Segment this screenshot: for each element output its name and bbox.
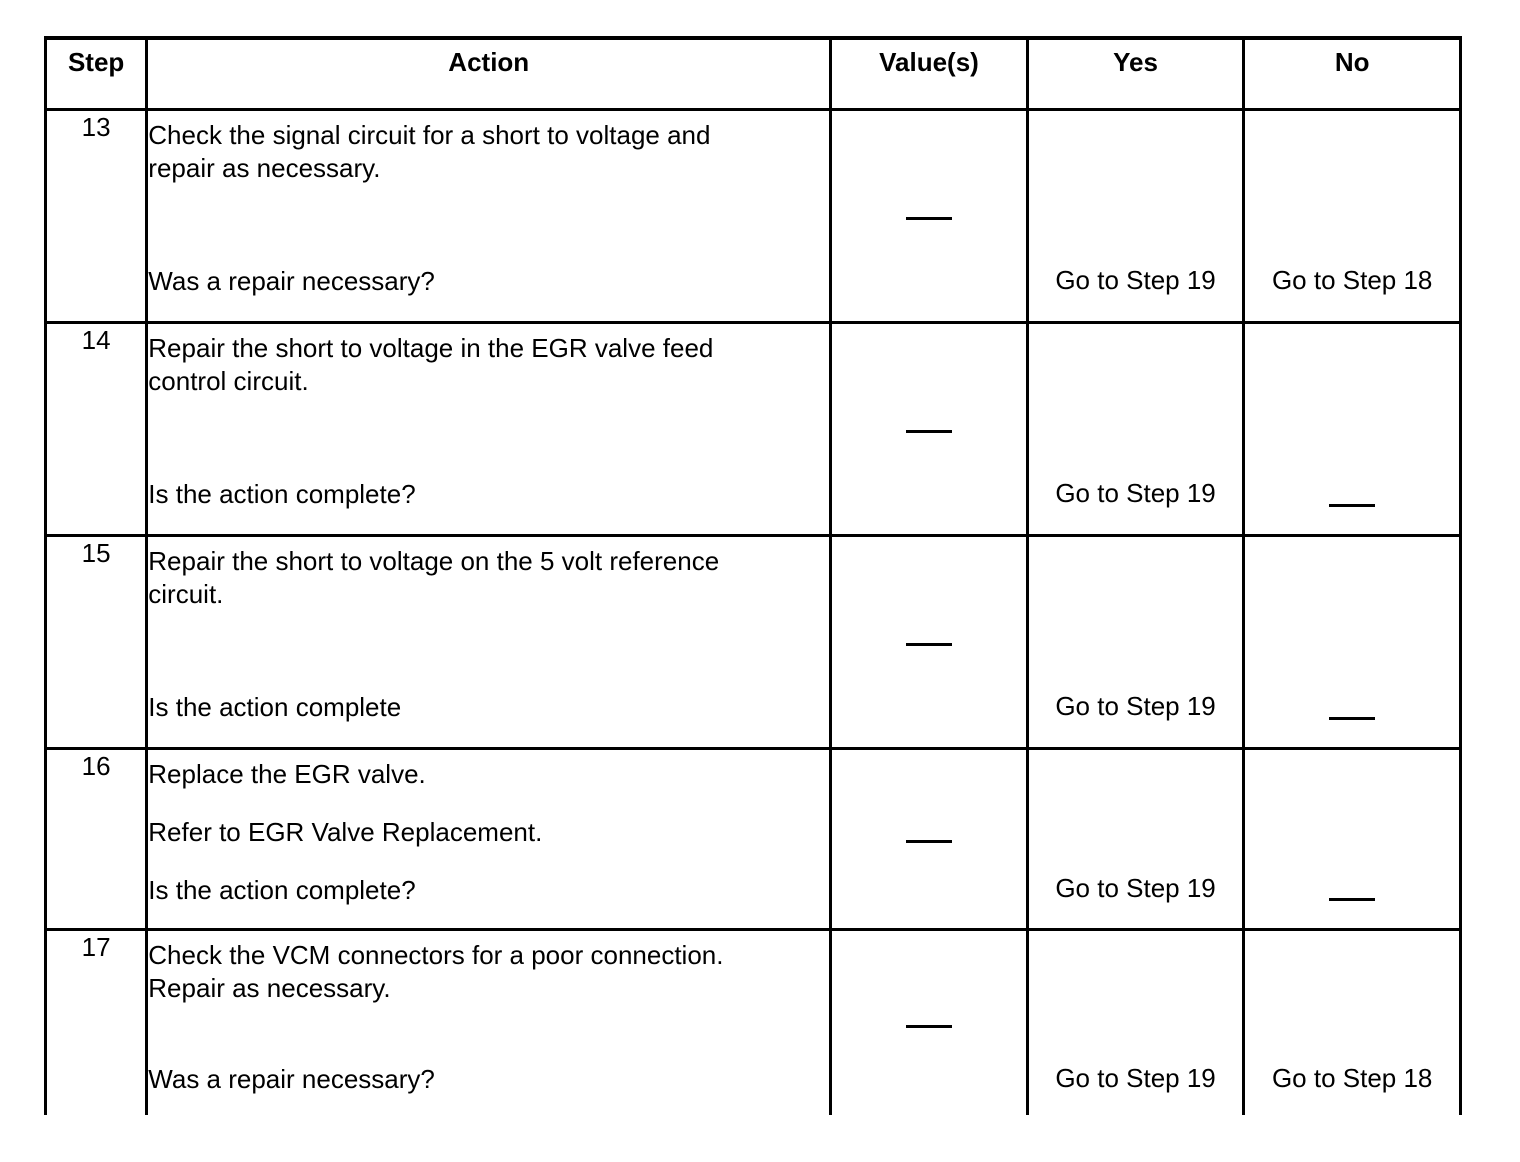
action-question: Was a repair necessary?	[148, 266, 435, 296]
header-step: Step	[46, 38, 147, 110]
value-cell	[831, 749, 1028, 930]
no-cell	[1244, 930, 1461, 1116]
action-line: control circuit.	[148, 366, 309, 397]
yes-goto: Go to Step 19	[1055, 1063, 1216, 1093]
step-number: 15	[46, 536, 147, 749]
value-cell	[831, 323, 1028, 536]
step-number: 17	[46, 930, 147, 1116]
no-goto: Go to Step 18	[1271, 265, 1433, 295]
action-cell	[147, 749, 831, 930]
action-question: Was a repair necessary?	[148, 1064, 435, 1094]
action-question: Is the action complete	[148, 692, 402, 722]
no-cell	[1244, 110, 1461, 323]
value-dash	[906, 1025, 952, 1028]
step-number: 13	[46, 110, 147, 323]
no-dash	[1329, 717, 1375, 720]
value-cell	[831, 536, 1028, 749]
action-question: Is the action complete?	[148, 479, 416, 509]
yes-goto: Go to Step 19	[1055, 478, 1216, 508]
action-cell	[147, 323, 831, 536]
table-header-row	[46, 38, 1461, 110]
action-cell	[147, 536, 831, 749]
action-line: Check the VCM connectors for a poor connection.	[148, 940, 724, 970]
header-yes: Yes	[1027, 38, 1244, 110]
yes-cell	[1027, 749, 1244, 930]
action-line: Repair as necessary.	[148, 973, 391, 1004]
action-question: Is the action complete?	[148, 875, 416, 905]
yes-goto: Go to Step 19	[1055, 873, 1216, 903]
step-number: 14	[46, 323, 147, 536]
yes-cell	[1027, 536, 1244, 749]
no-cell	[1244, 536, 1461, 749]
no-dash	[1329, 898, 1375, 901]
table-row-step-17	[46, 930, 1461, 1116]
table-row-step-13	[46, 110, 1461, 323]
value-dash	[906, 217, 952, 220]
no-dash	[1329, 504, 1375, 507]
header-values: Value(s)	[831, 38, 1028, 110]
diagnostic-table-container	[44, 36, 1462, 1130]
value-cell	[831, 110, 1028, 323]
value-cell	[831, 930, 1028, 1116]
step-number: 16	[46, 749, 147, 930]
action-line: repair as necessary.	[148, 153, 381, 184]
no-cell	[1244, 749, 1461, 930]
action-cell	[147, 930, 831, 1116]
value-dash	[906, 430, 952, 433]
action-line: Check the signal circuit for a short to voltage and	[148, 120, 711, 150]
action-line: Repair the short to voltage on the 5 volt reference	[148, 546, 720, 576]
action-line: Refer to EGR Valve Replacement.	[148, 817, 543, 847]
action-line: circuit.	[148, 579, 224, 610]
table-row-step-16	[46, 749, 1461, 930]
action-line: Replace the EGR valve.	[148, 759, 426, 789]
yes-cell	[1027, 930, 1244, 1116]
value-dash	[906, 643, 952, 646]
header-action: Action	[147, 38, 831, 110]
yes-goto: Go to Step 19	[1055, 265, 1216, 295]
table-row-step-14	[46, 323, 1461, 536]
yes-cell	[1027, 110, 1244, 323]
value-dash	[906, 840, 952, 843]
no-goto: Go to Step 18	[1271, 1063, 1433, 1093]
action-line: Repair the short to voltage in the EGR valve feed	[148, 333, 714, 363]
action-cell	[147, 110, 831, 323]
table-row-step-15	[46, 536, 1461, 749]
yes-goto: Go to Step 19	[1055, 691, 1216, 721]
header-no: No	[1244, 38, 1461, 110]
no-cell	[1244, 323, 1461, 536]
yes-cell	[1027, 323, 1244, 536]
diagnostic-table	[44, 36, 1462, 1115]
